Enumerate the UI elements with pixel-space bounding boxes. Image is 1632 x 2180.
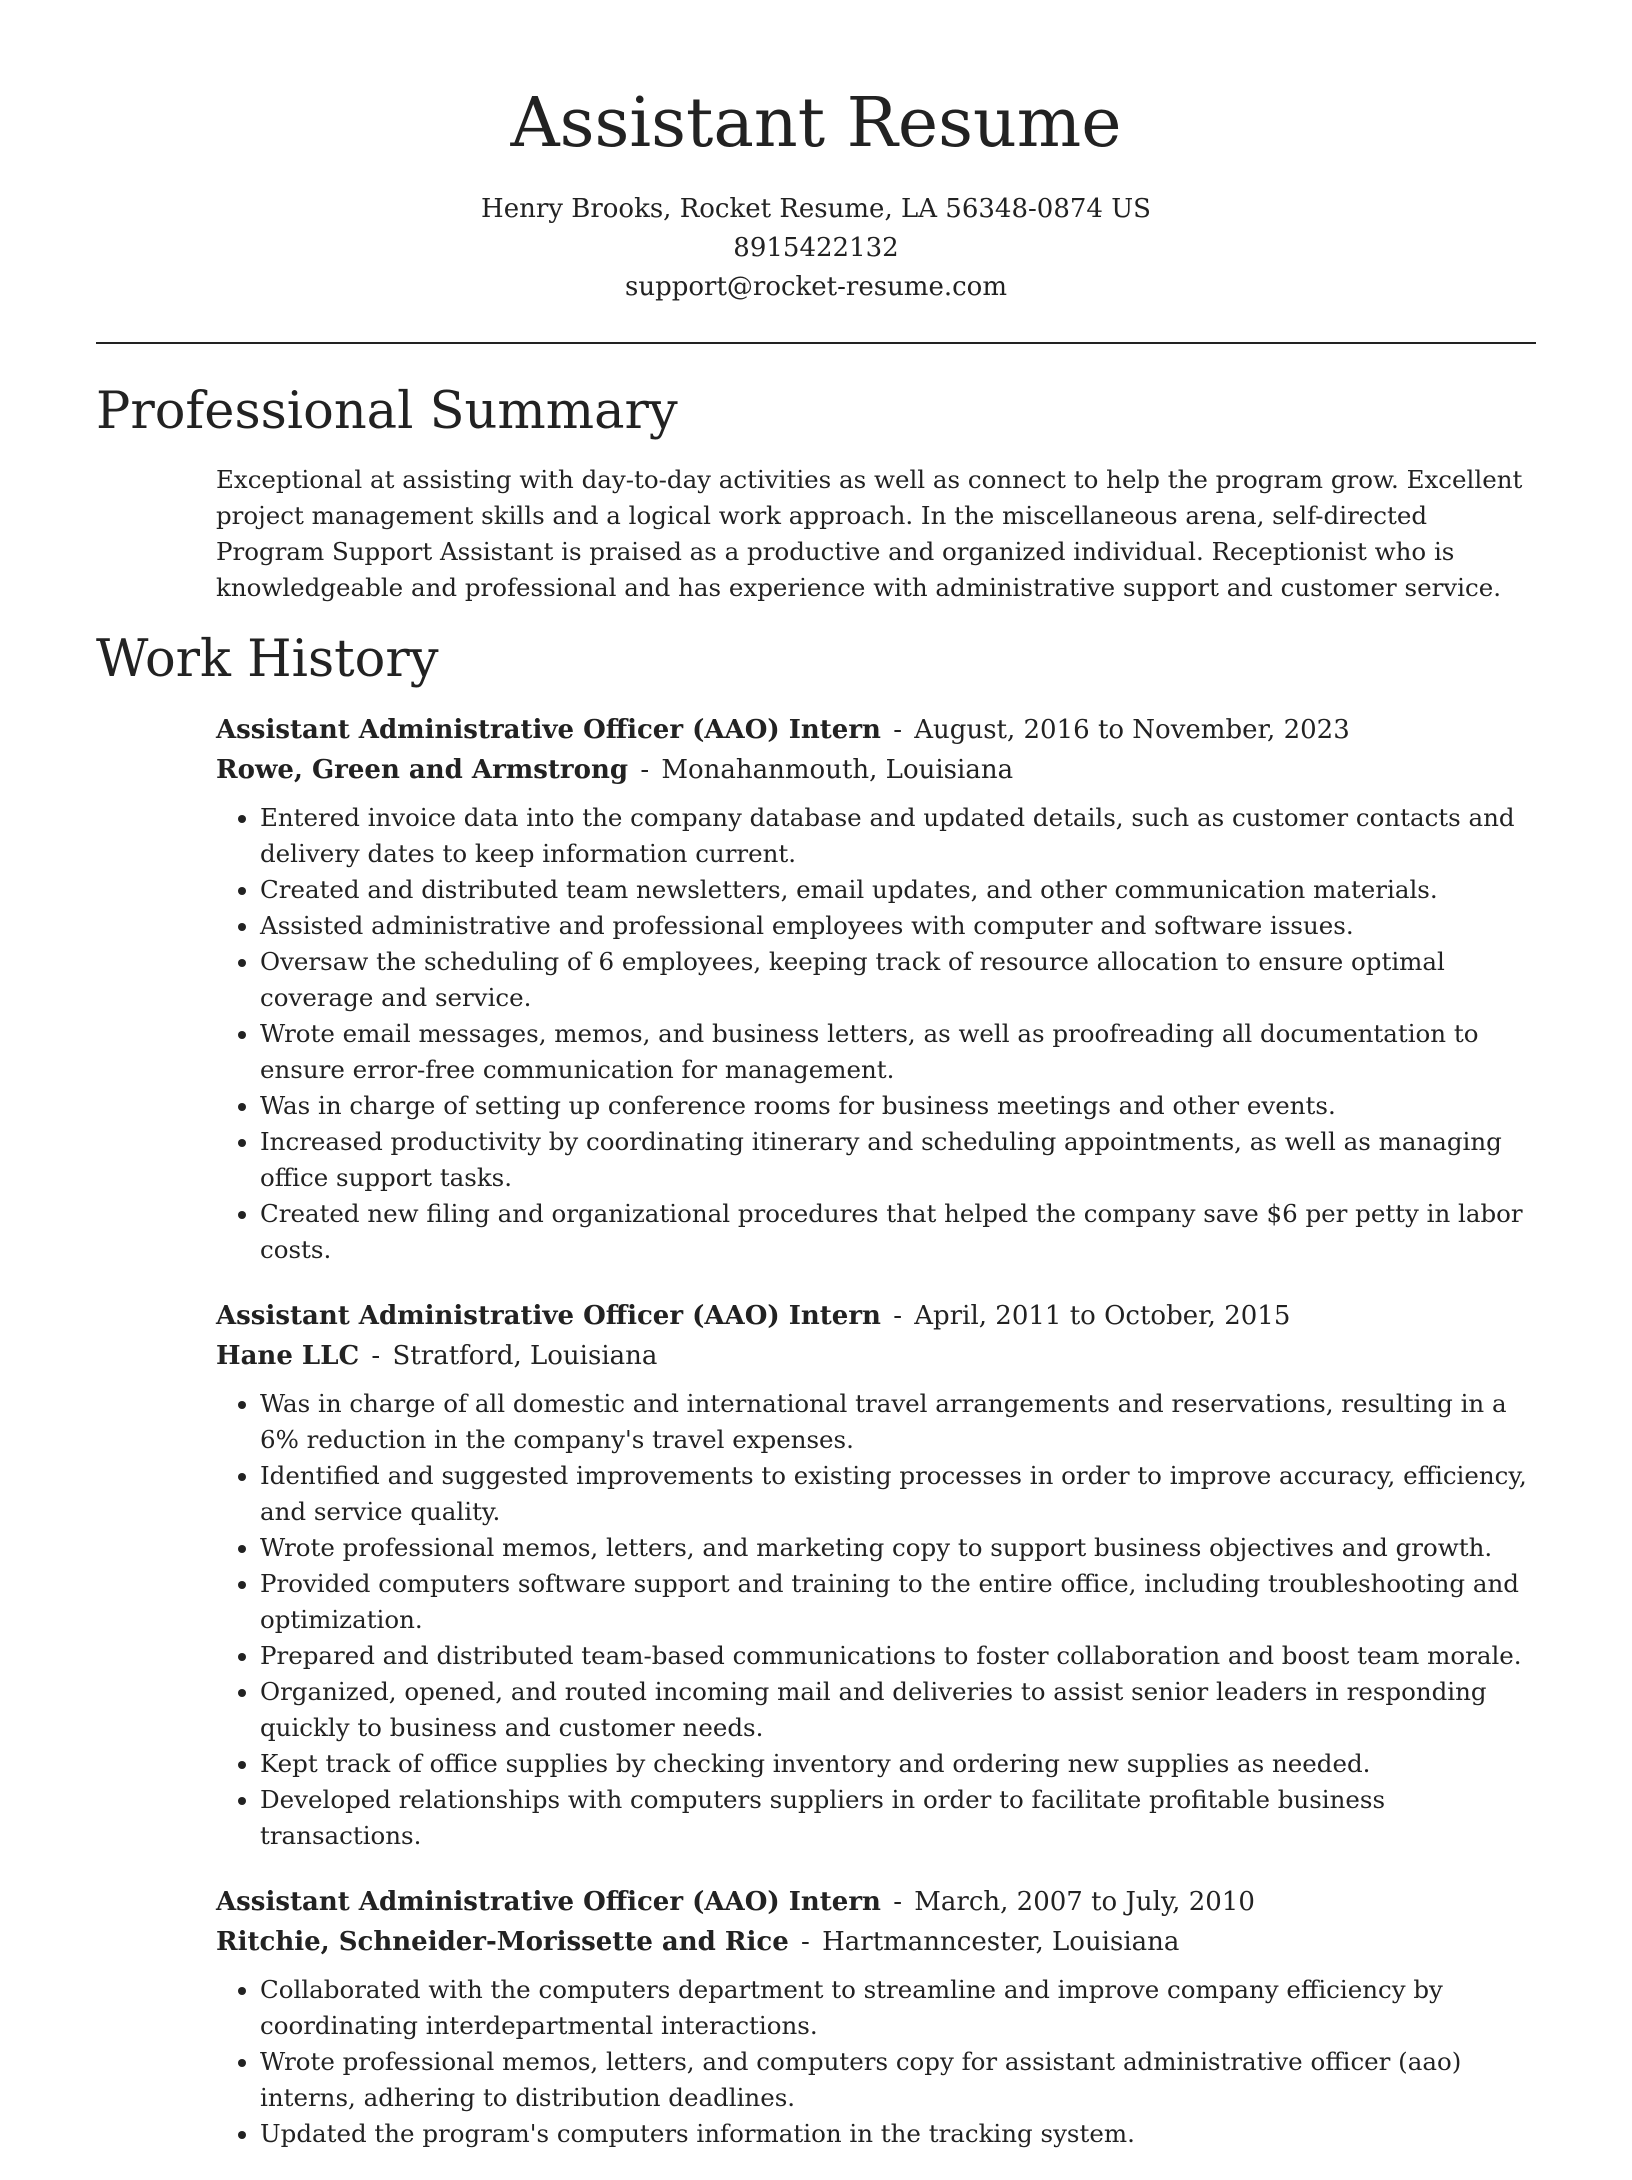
job-bullet: • Was in charge of all domestic and international travel arrangements and reservations, resulting in a 6% reduction in the company's travel expenses.: [260, 1386, 1536, 1458]
job-company-line: Hane LLC - Stratford, Louisiana: [216, 1341, 658, 1371]
work-history-list: [216, 710, 1536, 2180]
job-bullet: • Prepared and distributed team-based communications to foster collaboration and boost team morale.: [260, 1638, 1536, 1674]
job-entry: [216, 1296, 1536, 1854]
job-title-line: Assistant Administrative Officer (AAO) Intern - August, 2016 to November, 2023: [216, 715, 1350, 745]
job-bullet: • Wrote email messages, memos, and business letters, as well as proofreading all documentation to ensure error-free communication for management.: [260, 1016, 1536, 1088]
job-bullet: • Assisted administrative and professional employees with computer and software issues.: [260, 908, 1536, 944]
job-bullet: • Kept track of office supplies by checking inventory and ordering new supplies as needed.: [260, 1746, 1536, 1782]
job-location: Hartmanncester, Louisiana: [822, 1927, 1180, 1957]
resume-title: Assistant Resume: [510, 84, 1122, 163]
work-history-heading: Work History: [96, 630, 439, 689]
job-bullet: • Updated the program's computers information in the tracking system.: [260, 2116, 1536, 2152]
job-company: Rowe, Green and Armstrong: [216, 755, 629, 785]
job-bullet: • Created and distributed team newsletters, email updates, and other communication materials.: [260, 872, 1536, 908]
summary-text: Exceptional at assisting with day-to-day activities as well as connect to help the program grow. Excellent project management skills and a logical work approach. In the miscellaneous arena, self-directed Program Support Assistant is praised as a productive and organized individual. Receptionist who is knowledgeable and professional and has experience with administrative support and customer service.: [216, 465, 1523, 602]
job-dates: April, 2011 to October, 2015: [914, 1301, 1291, 1331]
job-bullet: • Wrote professional memos, letters, and computers copy for assistant administrative officer (aao) interns, adhering to distribution deadlines.: [260, 2044, 1536, 2116]
job-bullet: • Wrote professional memos, letters, and marketing copy to support business objectives and growth.: [260, 1530, 1536, 1566]
job-bullet: • Provided computers software support and training to the entire office, including troubleshooting and optimization.: [260, 1566, 1536, 1638]
job-company-line: Ritchie, Schneider-Morissette and Rice - Hartmanncester, Louisiana: [216, 1927, 1180, 1957]
job-location: Stratford, Louisiana: [392, 1341, 658, 1371]
contact-email: support@rocket-resume.com: [624, 272, 1007, 302]
job-title-line: Assistant Administrative Officer (AAO) Intern - April, 2011 to October, 2015: [216, 1301, 1291, 1331]
job-title: Assistant Administrative Officer (AAO) Intern: [216, 1301, 881, 1331]
job-dates: August, 2016 to November, 2023: [914, 715, 1350, 745]
summary-heading: Professional Summary: [96, 382, 678, 441]
job-bullet: • Organized, opened, and routed incoming mail and deliveries to assist senior leaders in responding quickly to business and customer needs.: [260, 1674, 1536, 1746]
job-bullet: • Developed relationships with computers suppliers in order to facilitate profitable business transactions.: [260, 1782, 1536, 1854]
job-bullet: • Entered invoice data into the company database and updated details, such as customer contacts and delivery dates to keep information current.: [260, 800, 1536, 872]
job-bullets: [216, 1972, 1536, 2152]
job-company: Hane LLC: [216, 1341, 360, 1371]
job-dates: March, 2007 to July, 2010: [914, 1887, 1255, 1917]
job-bullet: • Collaborated with the computers department to streamline and improve company efficiency by coordinating interdepartmental interactions.: [260, 1972, 1536, 2044]
job-location: Monahanmouth, Louisiana: [661, 755, 1014, 785]
job-company-line: Rowe, Green and Armstrong - Monahanmouth, Louisiana: [216, 755, 1014, 785]
header-divider: [96, 342, 1536, 344]
job-bullet: • Was in charge of setting up conference rooms for business meetings and other events.: [260, 1088, 1536, 1124]
contact-block: [0, 190, 1632, 307]
job-title-line: Assistant Administrative Officer (AAO) Intern - March, 2007 to July, 2010: [216, 1887, 1255, 1917]
job-bullet: • Increased productivity by coordinating itinerary and scheduling appointments, as well as managing office support tasks.: [260, 1124, 1536, 1196]
job-company: Ritchie, Schneider-Morissette and Rice: [216, 1927, 789, 1957]
job-bullets: [216, 1386, 1536, 1854]
job-title: Assistant Administrative Officer (AAO) Intern: [216, 1887, 881, 1917]
job-bullet: • Created new filing and organizational procedures that helped the company save $6 per petty in labor costs.: [260, 1196, 1536, 1268]
job-entry: [216, 710, 1536, 1268]
job-title: Assistant Administrative Officer (AAO) Intern: [216, 715, 881, 745]
contact-address: Henry Brooks, Rocket Resume, LA 56348-0874 US: [481, 194, 1151, 224]
job-bullet: • Oversaw the scheduling of 6 employees, keeping track of resource allocation to ensure optimal coverage and service.: [260, 944, 1536, 1016]
job-bullets: [216, 800, 1536, 1268]
contact-phone: 8915422132: [733, 233, 899, 263]
job-bullet: • Identified and suggested improvements to existing processes in order to improve accuracy, efficiency, and service quality.: [260, 1458, 1536, 1530]
